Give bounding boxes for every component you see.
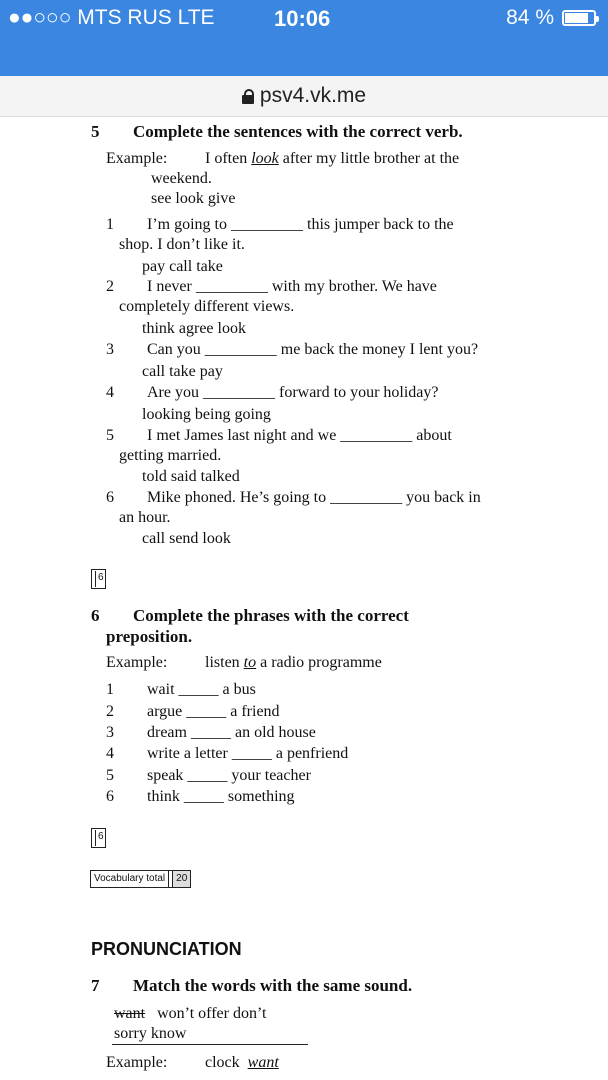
ex5-item-line2: completely different views.: [119, 298, 295, 315]
ex5-item-number: 3: [106, 341, 114, 358]
ex6-item-text: speak _____ your teacher: [147, 767, 311, 784]
status-bar: [0, 0, 608, 76]
ex5-title: Complete the sentences with the correct verb.: [133, 122, 463, 141]
ex6-item-number: 3: [106, 724, 114, 741]
ex5-item-number: 6: [106, 489, 114, 506]
ex5-score: 6: [98, 572, 104, 583]
ex5-item-line2: shop. I don’t like it.: [119, 236, 245, 253]
clock-time: 10:06: [274, 6, 331, 31]
ex5-item-options: looking being going: [142, 406, 271, 423]
ex6-example-sentence: listen to a radio programme: [205, 654, 382, 671]
ex7-example: clock want: [205, 1054, 279, 1071]
ex5-item-number: 4: [106, 384, 114, 401]
ex5-number: 5: [91, 122, 100, 141]
ex5-item-number: 2: [106, 278, 114, 295]
ex5-item-options: call send look: [142, 530, 231, 547]
ex6-item-number: 6: [106, 788, 114, 805]
ex5-score-box: [91, 569, 106, 589]
ex6-item-text: dream _____ an old house: [147, 724, 316, 741]
ex6-item-number: 4: [106, 745, 114, 762]
ex5-item-line1: I never _________ with my brother. We have: [147, 278, 437, 295]
lock-icon: [242, 89, 254, 103]
ex5-item-line1: I’m going to _________ this jumper back to the: [147, 216, 454, 233]
ex6-number: 6: [91, 606, 100, 625]
ex5-item-line1: Mike phoned. He’s going to _________ you back in: [147, 489, 481, 506]
ex6-item-number: 1: [106, 681, 114, 698]
ex5-example-sentence: I often look after my little brother at the: [205, 150, 460, 167]
ex7-struck-word: want: [114, 1005, 146, 1022]
ex6-item-number: 2: [106, 703, 114, 720]
ex7-word-list-line1: want won’t offer don’t: [114, 1005, 267, 1022]
ex5-item-options: told said talked: [142, 468, 240, 485]
ex5-example-options: see look give: [151, 190, 236, 207]
ex7-word-list-rule: [112, 1044, 308, 1045]
ex6-example-answer: to: [243, 654, 257, 671]
ex5-item-number: 1: [106, 216, 114, 233]
ex5-example-answer: look: [251, 150, 279, 167]
ex5-item-options: call take pay: [142, 363, 223, 380]
ex6-item-text: write a letter _____ a penfriend: [147, 745, 349, 762]
ex7-example-answer: want: [247, 1054, 279, 1071]
ex5-item-line2: an hour.: [119, 509, 171, 526]
ex7-example-label: Example:: [106, 1054, 168, 1071]
ex6-title-line1: Complete the phrases with the correct: [133, 606, 409, 625]
ex6-score: 6: [98, 831, 104, 842]
ex5-example-label: Example:: [106, 150, 168, 167]
address-bar[interactable]: [0, 76, 608, 117]
ex5-item-line1: I met James last night and we _________ about: [147, 427, 452, 444]
ex5-item-line2: getting married.: [119, 447, 222, 464]
ex6-item-text: argue _____ a friend: [147, 703, 280, 720]
ex5-item-line1: Are you _________ forward to your holiday?: [147, 384, 439, 401]
ex5-item-options: pay call take: [142, 258, 223, 275]
section-heading-pronunciation: PRONUNCIATION: [91, 939, 242, 959]
vocabulary-total-score: 20: [173, 871, 190, 887]
ex5-item-number: 5: [106, 427, 114, 444]
battery-percent: 84 %: [506, 6, 554, 29]
ex6-item-text: think _____ something: [147, 788, 295, 805]
ex5-item-options: think agree look: [142, 320, 246, 337]
ex6-item-number: 5: [106, 767, 114, 784]
ex7-number: 7: [91, 976, 100, 995]
ex5-example-line2: weekend.: [151, 170, 212, 187]
ex5-item-line1: Can you _________ me back the money I lent you?: [147, 341, 479, 358]
ex6-title-line2: preposition.: [106, 627, 193, 646]
ex6-score-box: [91, 828, 106, 848]
ex7-word-list-line2: sorry know: [114, 1025, 187, 1042]
url-text[interactable]: psv4.vk.me: [259, 84, 367, 107]
vocabulary-total-box: [90, 870, 191, 888]
battery-icon: [562, 10, 596, 26]
carrier-signal: ●●○○○ MTS RUS LTE: [8, 6, 215, 29]
ex6-example-label: Example:: [106, 654, 168, 671]
ex7-title: Match the words with the same sound.: [133, 976, 413, 995]
ex6-item-text: wait _____ a bus: [147, 681, 256, 698]
vocabulary-total-label: Vocabulary total: [94, 873, 166, 884]
battery-status: [506, 6, 596, 30]
